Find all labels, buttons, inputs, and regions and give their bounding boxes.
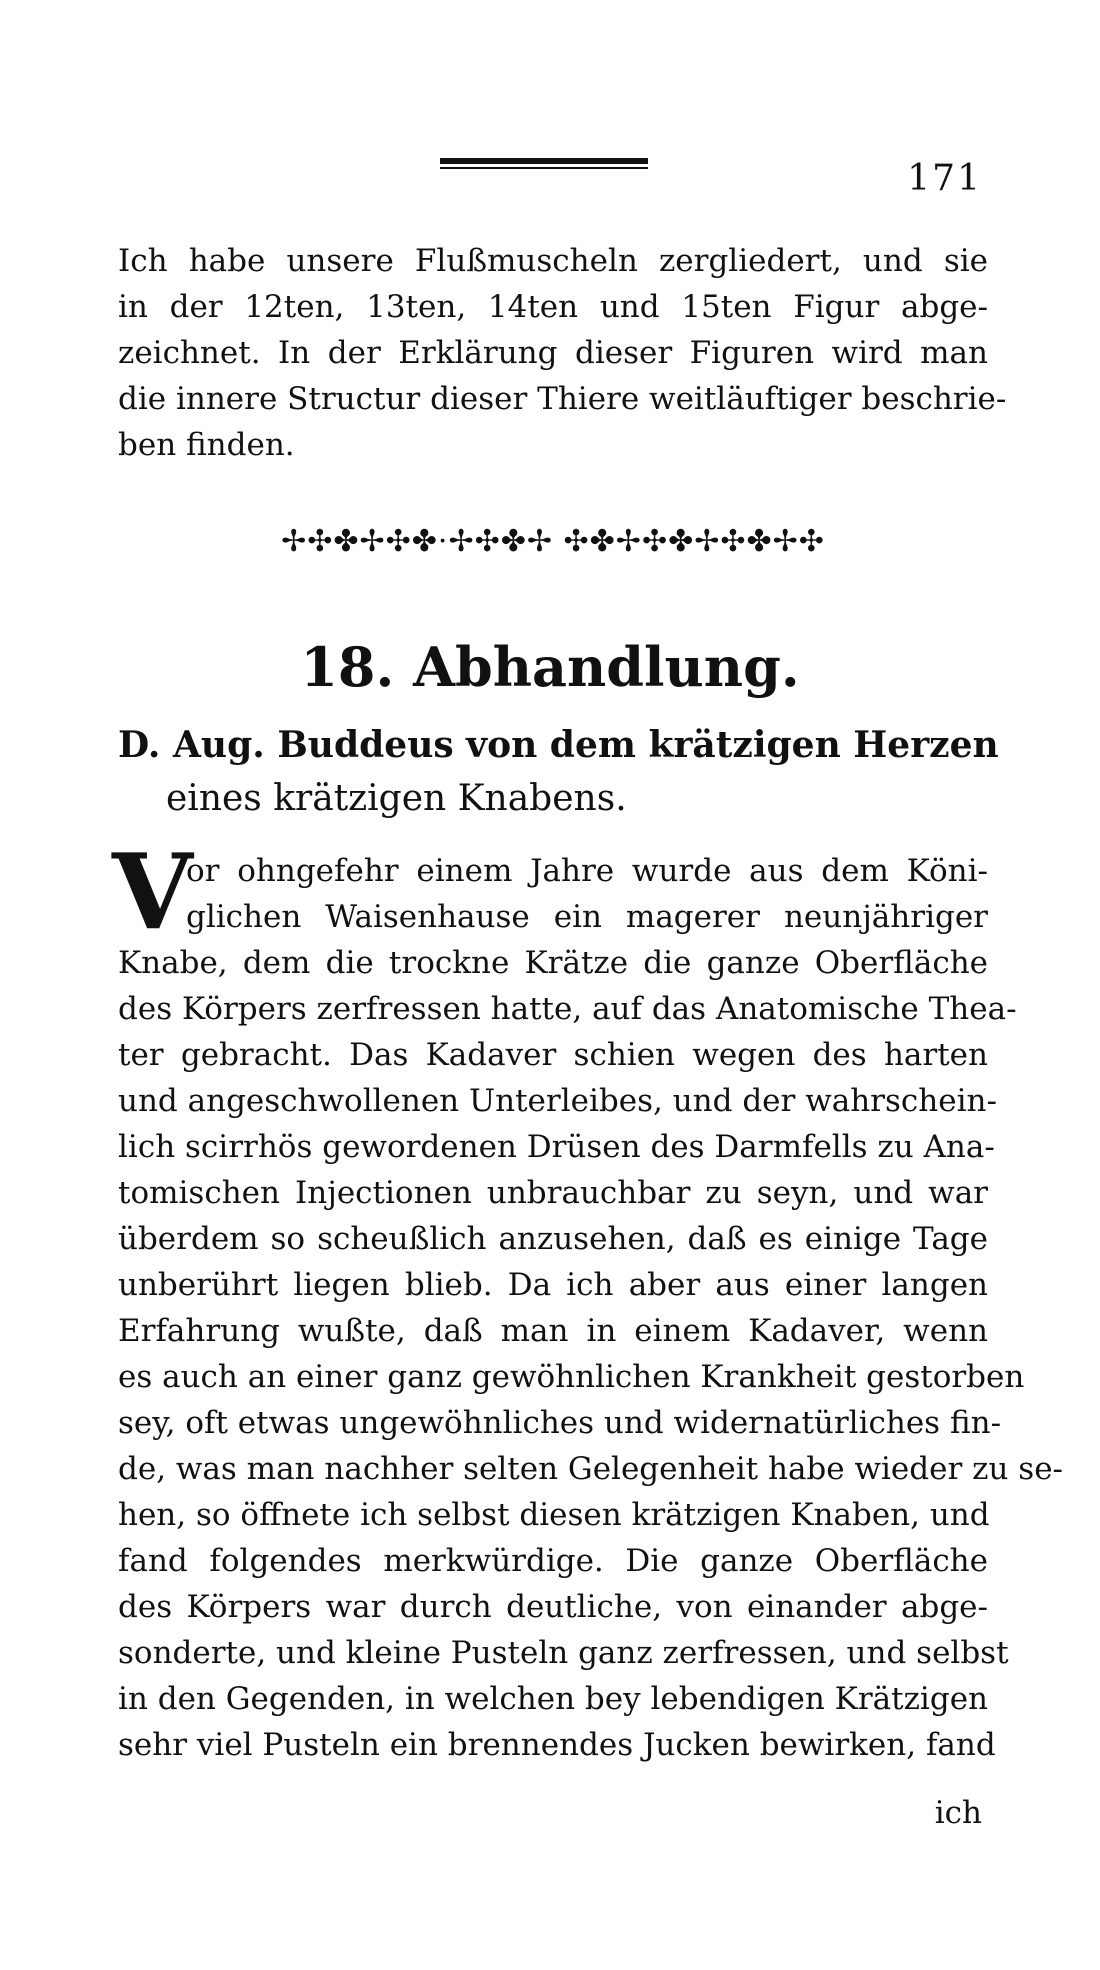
page-number: 171 [907,158,982,199]
catchword: ich [934,1795,982,1831]
body-line: sonderte, und kleine Pusteln ganz zerfressen, und selbst [118,1635,1009,1671]
body-line: hen, so öffnete ich selbst diesen krätzigen Knaben, und [118,1497,990,1533]
body-line: in den Gegenden, in welchen bey lebendigen Krätzigen [118,1681,988,1717]
drop-cap: V [112,830,193,953]
body-line: es auch an einer ganz gewöhnlichen Krankheit gestorben [118,1359,1025,1395]
body-line: lich scirrhös gewordenen Drüsen des Darmfells zu Ana- [118,1129,995,1165]
section-heading: 18. Abhandlung. [300,635,800,699]
body-line: de, was man nachher selten Gelegenheit habe wieder zu se- [118,1451,1064,1487]
body-line: glichen Waisenhause ein magerer neunjähriger [186,899,988,935]
intro-line: zeichnet. In der Erklärung dieser Figuren wird man [118,335,988,371]
intro-paragraph [118,238,1007,468]
body-line: sey, oft etwas ungewöhnliches und widernatürliches fin- [118,1405,1002,1441]
intro-line: die innere Structur dieser Thiere weitläuftiger beschrie- [118,381,1007,417]
body-line: und angeschwollenen Unterleibes, und der wahrschein- [118,1083,997,1119]
body-line: fand folgendes merkwürdige. Die ganze Oberfläche [118,1543,988,1579]
intro-line: ben finden. [118,427,295,463]
body-line: überdem so scheußlich anzusehen, daß es einige Tage [118,1221,988,1257]
body-line: des Körpers zerfressen hatte, auf das Anatomische Thea- [118,991,1017,1027]
header-rule [440,158,648,164]
ornament-divider: ✢✣✤✢✣✤·✢✣✤✢ ✣✤✢✣✤✢✣✤✢✣ [281,524,825,559]
body-line: sehr viel Pusteln ein brennendes Jucken bewirken, fand [118,1727,996,1763]
section-title-line: eines krätzigen Knabens. [166,778,627,819]
body-line: Knabe, dem die trockne Krätze die ganze Oberfläche [118,945,988,981]
intro-line: in der 12ten, 13ten, 14ten und 15ten Figur abge- [118,289,988,325]
body-line: Erfahrung wußte, daß man in einem Kadaver, wenn [118,1313,988,1349]
body-line: des Körpers war durch deutliche, von einander abge- [118,1589,988,1625]
body-line: or ohngefehr einem Jahre wurde aus dem Köni- [186,853,988,889]
body-line: tomischen Injectionen unbrauchbar zu seyn, und war [118,1175,988,1211]
section-title [118,718,999,826]
intro-line: Ich habe unsere Flußmuscheln zergliedert, und sie [118,243,988,279]
body-line: unberührt liegen blieb. Da ich aber aus einer langen [118,1267,988,1303]
body-line: ter gebracht. Das Kadaver schien wegen des harten [118,1037,988,1073]
body-paragraph [118,848,1064,1768]
section-title-line: D. Aug. Buddeus von dem krätzigen Herzen [118,724,999,766]
